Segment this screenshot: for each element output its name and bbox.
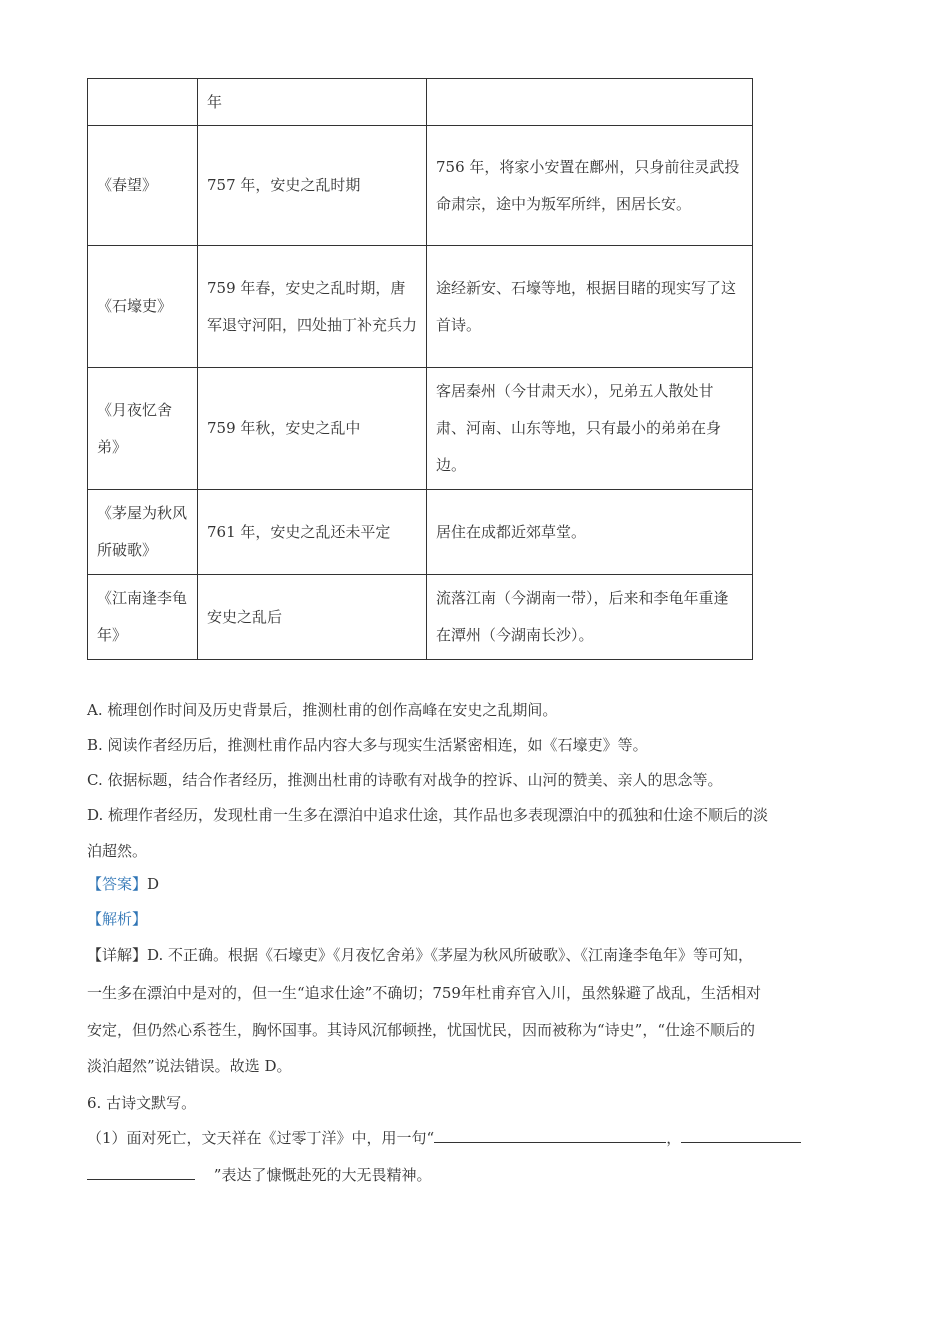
answer-value: D: [147, 875, 160, 893]
table-row: [88, 575, 753, 660]
answer-label: 【答案】: [87, 875, 148, 893]
question-6-1-comma: ，: [666, 1129, 682, 1147]
work-time-cell: 安史之乱后: [198, 575, 427, 660]
answer-line: [87, 874, 159, 894]
explanation-line-2: 一生多在漂泊中是对的，但一生“追求仕途”不确切；759年杜甫弃官入川，虽然躲避了战乱，生活相对: [87, 984, 761, 1002]
question-6-1-suffix: ”表达了慷慨赴死的大无畏精神。: [213, 1166, 432, 1184]
work-title-cell: 《江南逢李龟年》: [88, 575, 198, 660]
table-row: [88, 490, 753, 575]
work-experience-cell: 客居秦州（今甘肃天水），兄弟五人散处甘肃、河南、山东等地，只有最小的弟弟在身边。: [427, 368, 753, 490]
table-row: [88, 126, 753, 246]
work-time-cell: 年: [198, 79, 427, 126]
option-b: B. 阅读作者经历后，推测杜甫作品内容大多与现实生活紧密相连，如《石壕吏》等。: [87, 736, 648, 754]
work-title-cell: 《石壕吏》: [88, 246, 198, 368]
answer-blank-2-continued[interactable]: [87, 1165, 195, 1180]
table-row: [88, 368, 753, 490]
work-time-cell: 759 年春，安史之乱时期，唐军退守河阳，四处抽丁补充兵力: [198, 246, 427, 368]
work-experience-cell: [427, 79, 753, 126]
option-d-continued: 泊超然。: [87, 842, 148, 860]
answer-blank-2[interactable]: [681, 1128, 801, 1143]
option-a: A. 梳理创作时间及历史背景后，推测杜甫的创作高峰在安史之乱期间。: [87, 701, 558, 719]
work-title-cell: [88, 79, 198, 126]
question-6-1: [87, 1128, 801, 1148]
work-time-cell: 759 年秋，安史之乱中: [198, 368, 427, 490]
explanation-line-3: 安定，但仍然心系苍生，胸怀国事。其诗风沉郁顿挫，忧国忧民，因而被称为“诗史”，“仕途不顺后的: [87, 1021, 756, 1039]
question-6-title: 6. 古诗文默写。: [87, 1094, 197, 1112]
work-title-cell: 《月夜忆舍弟》: [88, 368, 198, 490]
question-6-1-continued: [87, 1165, 431, 1185]
work-title-cell: 《春望》: [88, 126, 198, 246]
work-title-cell: 《茅屋为秋风所破歌》: [88, 490, 198, 575]
work-time-cell: 757 年，安史之乱时期: [198, 126, 427, 246]
work-experience-cell: 756 年，将家小安置在鄜州，只身前往灵武投命肃宗，途中为叛军所绊，困居长安。: [427, 126, 753, 246]
works-table: [87, 78, 753, 660]
answer-blank-1[interactable]: [434, 1128, 666, 1143]
analysis-label: 【解析】: [87, 910, 148, 928]
option-d: D. 梳理作者经历，发现杜甫一生多在漂泊中追求仕途，其作品也多表现漂泊中的孤独和仕途不顺后的淡: [87, 806, 769, 824]
table-row: [88, 246, 753, 368]
work-time-cell: 761 年，安史之乱还未平定: [198, 490, 427, 575]
work-experience-cell: 途经新安、石壕等地，根据目睹的现实写了这首诗。: [427, 246, 753, 368]
work-experience-cell: 居住在成都近郊草堂。: [427, 490, 753, 575]
explanation-line-4: 淡泊超然”说法错误。故选 D。: [87, 1057, 292, 1075]
option-c: C. 依据标题，结合作者经历，推测出杜甫的诗歌有对战争的控诉、山河的赞美、亲人的思念等。: [87, 771, 723, 789]
work-experience-cell: 流落江南（今湖南一带），后来和李龟年重逢在潭州（今湖南长沙）。: [427, 575, 753, 660]
explanation-line-1: 【详解】D. 不正确。根据《石壕吏》《月夜忆舍弟》《茅屋为秋风所破歌》、《江南逢李龟年》等可知，: [87, 946, 754, 964]
table-row: [88, 79, 753, 126]
question-6-1-prefix: （1）面对死亡，文天祥在《过零丁洋》中，用一句“: [87, 1129, 435, 1147]
